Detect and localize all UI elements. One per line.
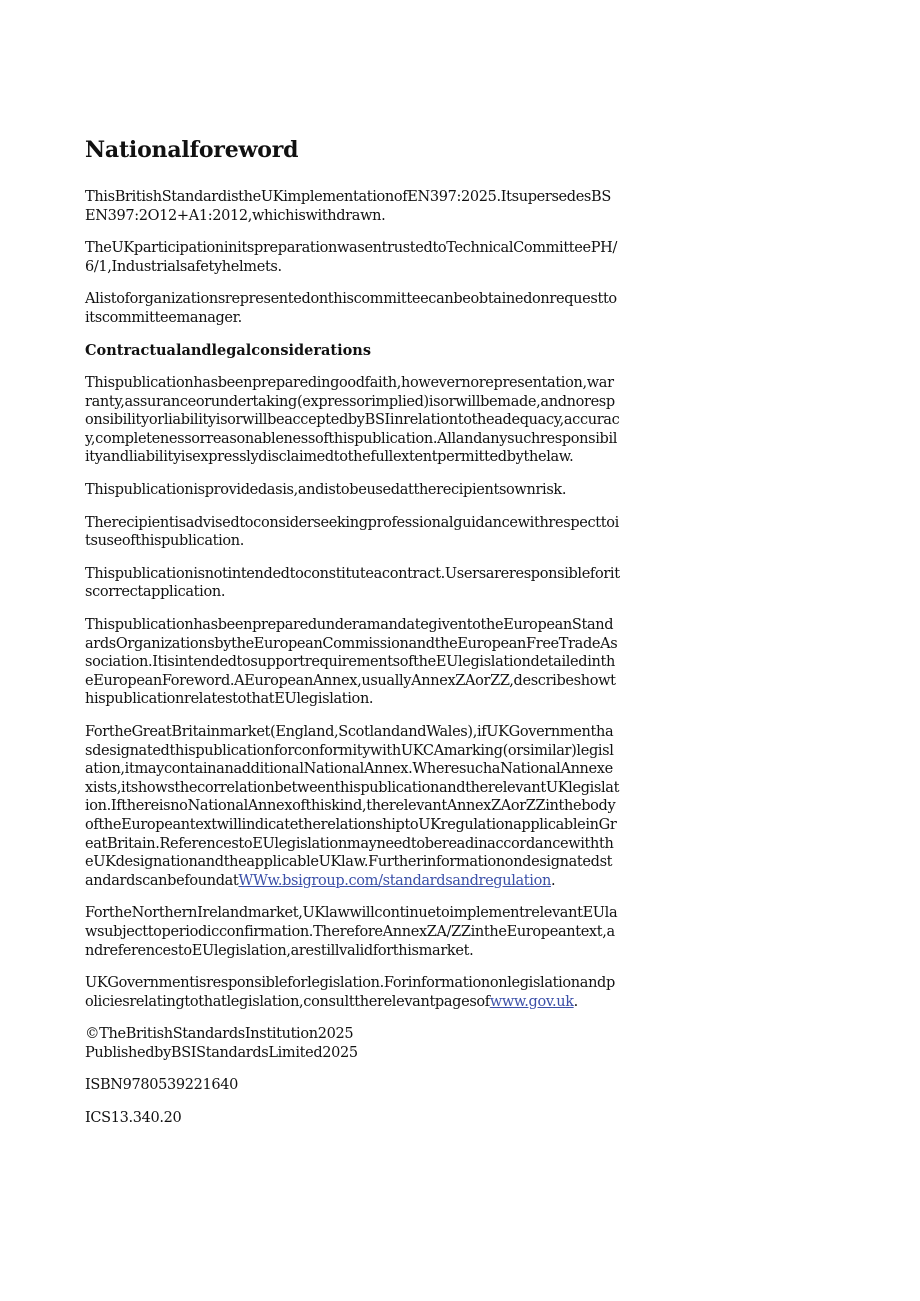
intro-paragraph-2: TheUKparticipationinitspreparationwasentrustedtoTechnicalCommitteePH/6/1,Industrialsafetyhelmets. [85, 240, 617, 275]
document-page [85, 136, 620, 1142]
legal-paragraph-4: Thispublicationisnotintendedtoconstituteacontract.Usersareresponsibleforitscorrectapplication. [85, 565, 620, 601]
copyright-block [85, 1025, 620, 1062]
legal-heading: Contractualandlegalconsiderations [85, 341, 372, 359]
gb-market-suffix: . [550, 872, 556, 889]
gb-market-paragraph [85, 723, 620, 890]
gb-market-text: FortheGreatBritainmarket(England,ScotlandandWales),ifUKGovernmenthasdesignatedthispublicationforconformitywithUKCAmarking(orsimilar)legislation,itmaycontainanadditionalNationalAnnex.WheresuchaNationalAnnexexists,itshowsthecorrelationbetweenthispublicationandtherelevantUKlegislation.IfthereisnoNationalAnnexofthiskind,therelevantAnnexZAorZZinthebodyoftheEuropeantextwillindicatetherelationshiptoUKregulationapplicableinGreatBritain.ReferencestoEUlegislationmayneedtobereadinaccordancewiththeUKdesignationandtheapplicableUKlaw.Furtherinformationondesignatedstandardscanbefoundat [85, 723, 620, 889]
intro-paragraph-3: Alistoforganizationsrepresentedonthiscommitteecanbeobtainedonrequesttoitscommitteemanager. [85, 291, 617, 326]
uk-gov-paragraph [85, 974, 620, 1011]
gov-uk-link[interactable]: www.gov.uk [489, 993, 574, 1010]
legal-paragraph-1: Thispublicationhasbeenpreparedingoodfaith,howevernorepresentation,warranty,assuranceorundertaking(expressorimplied)isorwillbemade,andnoresponsibilityorliabilityisorwillbeacceptedbyBSIinrelationtotheadequacy,accuracy,completenessorreasonablenessofthispublication.Allandanysuchresponsibilityandliabilityisexpresslydisclaimedtothefullextentpermittedbythelaw. [85, 375, 620, 466]
legal-paragraph-3: Therecipientisadvisedtoconsiderseekingprofessionalguidancewithrespecttoitsuseofthispublication. [85, 514, 619, 550]
ics-code: ICS13.340.20 [85, 1110, 182, 1127]
uk-gov-text: UKGovernmentisresponsibleforlegislation.Forinformationonlegislationandpoliciesrelatingtothatlegislation,consulttherelevantpagesof [85, 975, 615, 1010]
intro-paragraph-1: ThisBritishStandardistheUKimplementationofEN397:2025.ItsupersedesBSEN397:2O12+A1:2012,whichiswithdrawn. [85, 189, 611, 224]
page-title: Nationalforeword [85, 137, 299, 163]
legal-paragraph-5: ThispublicationhasbeenpreparedunderamandategiventotheEuropeanStandardsOrganizationsbytheEuropeanCommissionandtheEuropeanFreeTradeAssociation.ItisintendedtosupportrequirementsoftheEUlegislationdetailedintheEuropeanForeword.AEuropeanAnnex,usuallyAnnexZAorZZ,describeshowthispublicationrelatestothatEUlegislation. [85, 617, 618, 708]
copyright-line: ©TheBritishStandardsInstitution2025 [85, 1026, 354, 1043]
ni-market-paragraph: FortheNorthernIrelandmarket,UKlawwillcontinuetoimplementrelevantEUlawsubjecttoperiodicconfirmation.ThereforeAnnexZA/ZZintheEuropeantext,andreferencestoEUlegislation,arestillvalidforthismarket. [85, 905, 618, 959]
bsigroup-link[interactable]: WWw.bsigroup.com/standardsandregulation [238, 872, 551, 889]
legal-paragraph-2: Thispublicationisprovidedasis,andistobeusedattherecipientsownrisk. [85, 482, 567, 499]
isbn: ISBN9780539221640 [85, 1077, 238, 1094]
uk-gov-suffix: . [573, 993, 578, 1010]
publisher-line: PublishedbyBSIStandardsLimited2025 [85, 1044, 358, 1061]
